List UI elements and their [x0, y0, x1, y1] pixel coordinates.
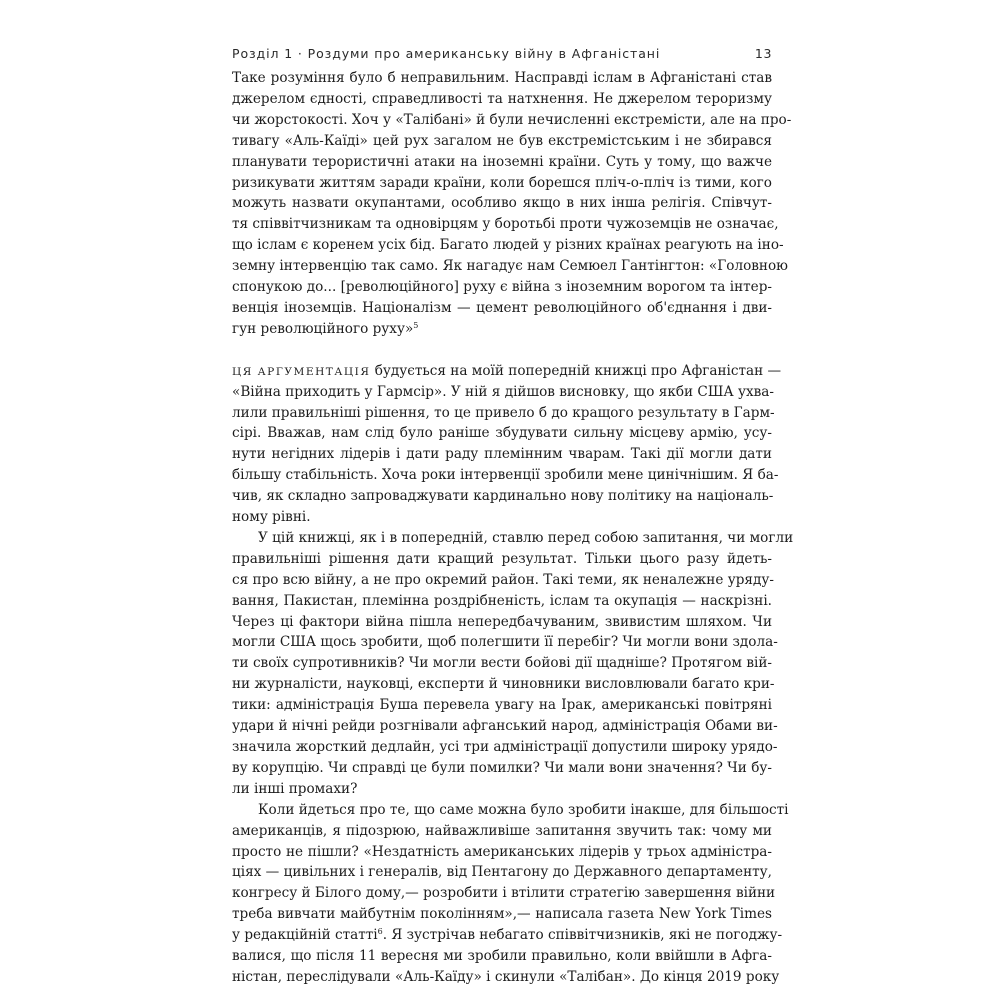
- text-line: тики: адміністрація Буша перевела увагу на Ірак, американські повітряні: [232, 697, 772, 714]
- text-line: ти своїх супротивників? Чи могли вести бойові дії щадніше? Протягом вій-: [232, 655, 772, 672]
- text-line: Через ці фактори війна пішла непередбачуваним, звивистим шляхом. Чи: [232, 613, 772, 630]
- text-line: можуть назвати окупантами, особливо якщо в них інша релігія. Співчут-: [232, 195, 772, 212]
- paragraph-3: [232, 528, 794, 800]
- text-line: удари й нічні рейди розгнівали афганський народ, адміністрація Обами ви-: [232, 718, 778, 735]
- text-line: американців, я підозрюю, найважливіше запитання звучить так: чому ми: [232, 822, 772, 839]
- running-head: Розділ 1 · Роздуми про американську війну в Афганістані: [232, 46, 661, 61]
- text-line: тя співвітчизникам та одновірцям у боротьбі проти чужоземців не означає,: [232, 216, 779, 233]
- text-line: ся про всю війну, а не про окремий район. Такі теми, як неналежне уряду-: [232, 571, 774, 588]
- text-line: треба вивчати майбутнім поколінням»,— написала газета New York Times: [232, 906, 772, 923]
- text-fragment: . Я зустрічав небагато співвітчизників, які не погоджу-: [382, 927, 783, 944]
- text-line: Коли йдеться про те, що саме можна було зробити інакше, для більшості: [258, 801, 789, 818]
- text-line: вання, Пакистан, племінна роздрібненість, іслам та окупація — наскрізні.: [232, 592, 772, 609]
- text-fragment: будується на моїй попередній книжці про Афганістан —: [370, 362, 782, 379]
- page-number: 13: [754, 46, 772, 61]
- text-line: могли США щось зробити, щоб полегшити її перебіг? Чи могли вони здола-: [232, 634, 778, 651]
- smallcaps-lead: ЦЯ АРГУМЕНТАЦІЯ: [232, 365, 371, 378]
- text-line: [232, 925, 783, 946]
- text-line: тивагу «Аль-Каїді» цей рух загалом не був екстремістським і не збирався: [232, 132, 772, 149]
- text-line: ризикувати життям заради країни, коли борешся пліч-о-пліч із тими, кого: [232, 174, 772, 191]
- text-line: більшу стабільність. Хоча роки інтервенції зробили мене цинічнішим. Я ба-: [232, 467, 779, 484]
- text-line: валися, що після 11 вересня ми зробили правильно, коли ввійшли в Афга-: [232, 948, 772, 965]
- footnote-marker: 6: [377, 927, 383, 937]
- text-line: ву корупцію. Чи справді це були помилки? Чи мали вони значення? Чи бу-: [232, 759, 772, 776]
- text-line: правильніші рішення дати кращий результат. Тільки цього разу йдеть-: [232, 550, 772, 567]
- text-line: спонукою до... [революційного] руху є війна з іноземним ворогом та інтер-: [232, 279, 772, 296]
- text-line: [232, 361, 782, 382]
- text-line: джерелом єдності, справедливості та натхнення. Не джерелом тероризму: [232, 90, 772, 107]
- text-line: ни журналісти, науковці, експерти й чиновники висловлювали багато кри-: [232, 676, 775, 693]
- text-line: ністан, переслідували «Аль-Каїду» і скинули «Талібан». До кінця 2019 року: [232, 968, 780, 985]
- body-text: [232, 68, 794, 988]
- page-header: [232, 46, 772, 68]
- text-line: ли інші промахи?: [232, 780, 358, 797]
- text-line: сірі. Вважав, нам слід було раніше збудувати сильну місцеву армію, усу-: [232, 425, 772, 442]
- text-line: лили правильніші рішення, то це привело б до кращого результату в Гарм-: [232, 404, 775, 421]
- text-line: Таке розуміння було б неправильним. Насправді іслам в Афганістані став: [232, 70, 772, 86]
- text-line: У цій книжці, як і в попередній, ставлю перед собою запитання, чи могли: [258, 529, 794, 546]
- text-line: чив, як складно запроваджувати кардинально нову політику на національ-: [232, 488, 774, 505]
- paragraph-2: [232, 361, 782, 528]
- text-line: значила жорсткий дедлайн, усі три адміністрації допустили широку урядо-: [232, 739, 778, 755]
- text-line: ціях — цивільних і генералів, від Пентагону до Державного департаменту,: [232, 864, 772, 881]
- text-fragment: гун революційного руху»: [232, 320, 414, 337]
- text-line: чи жорстокості. Хоч у «Талібані» й були нечисленні екстремісти, але на про-: [232, 111, 792, 128]
- text-line: [232, 319, 772, 340]
- paragraph-4: [232, 800, 789, 988]
- text-line: нути негідних лідерів і дати раду племінним чварам. Такі дії могли дати: [232, 446, 772, 463]
- text-line: планувати терористичні атаки на іноземні країни. Суть у тому, що важче: [232, 153, 772, 170]
- text-line: венція іноземців. Націоналізм — цемент революційного об'єднання і дви-: [232, 299, 772, 316]
- text-line: земну інтервенцію так само. Як нагадує нам Семюел Гантінгтон: «Головною: [232, 258, 788, 275]
- text-line: просто не пішли? «Нездатність американських лідерів у трьох адміністра-: [232, 843, 772, 860]
- text-line: конгресу й Білого дому,— розробити і втілити стратегію завершення війни: [232, 885, 776, 902]
- footnote-marker: 5: [413, 320, 419, 330]
- text-line: ному рівні.: [232, 509, 311, 526]
- paragraph-1: [232, 68, 792, 340]
- paragraph-spacer: [232, 340, 772, 361]
- text-fragment: у редакційній статті: [232, 927, 378, 944]
- text-line: «Війна приходить у Гармсір». У ній я дійшов висновку, що якби США ухва-: [232, 383, 774, 400]
- text-line: що іслам є коренем усіх бід. Багато людей у різних країнах реагують на іно-: [232, 237, 784, 254]
